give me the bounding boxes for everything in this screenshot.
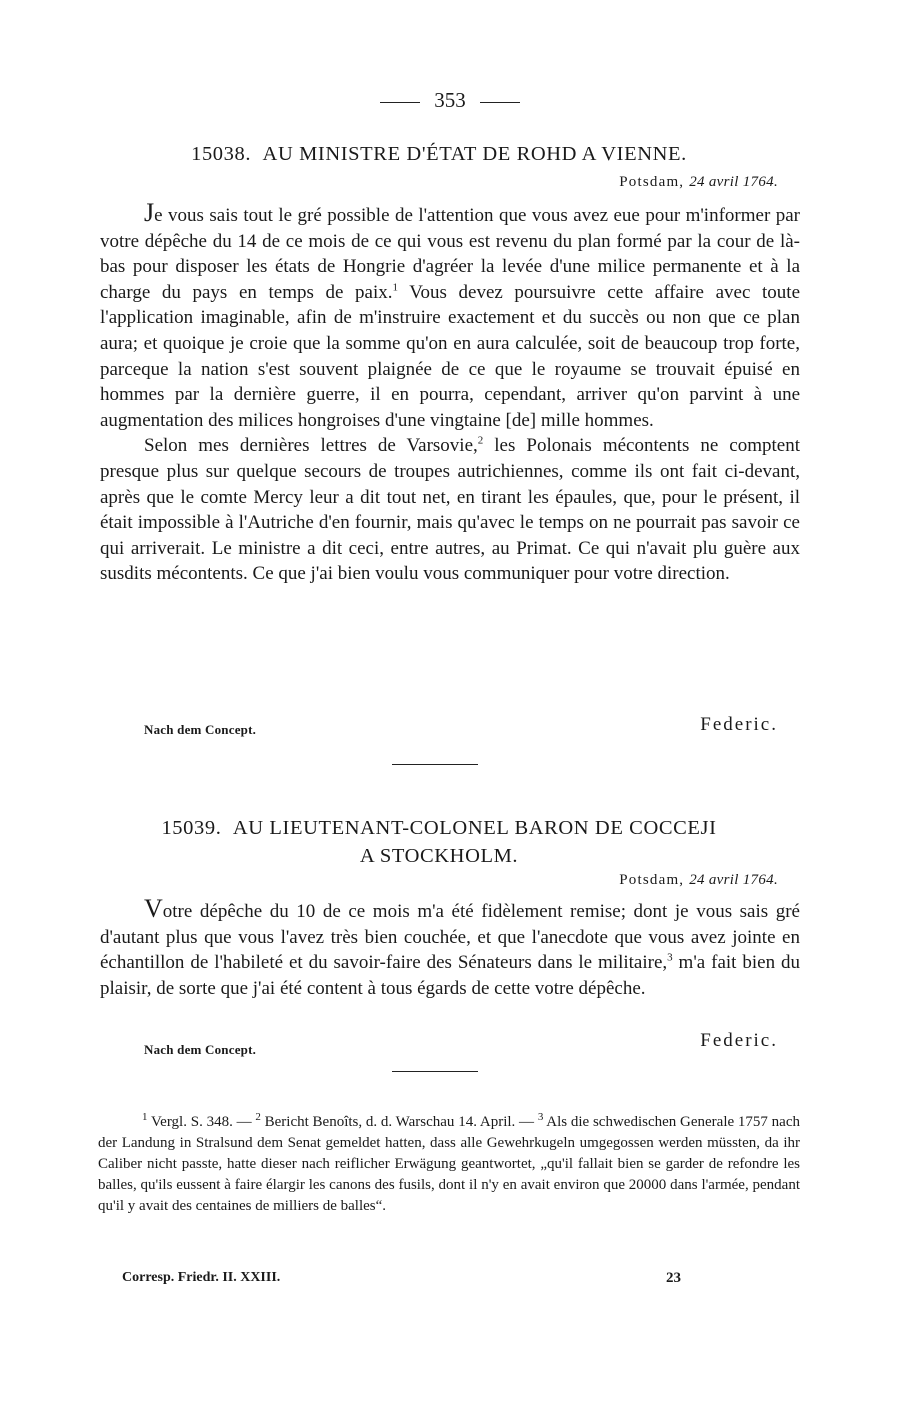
paragraph-text: m'a fait bien du plaisir, de sorte que j'ai été content à tous égards de cette votre dépêche. xyxy=(100,952,800,999)
letter-number: 15039. xyxy=(161,817,222,839)
paragraph-text: Selon mes dernières lettres de Varsovie, xyxy=(144,435,478,457)
footnote-number: 3 xyxy=(537,1111,544,1123)
footnote-text xyxy=(98,1112,800,1217)
letter-15038-title xyxy=(100,140,778,168)
letter-15039-dateline xyxy=(619,872,778,889)
footnote-number: 2 xyxy=(255,1111,261,1123)
footnotes xyxy=(98,1112,800,1217)
initial-letter: J xyxy=(144,198,155,227)
letter-heading-line2: A STOCKHOLM. xyxy=(359,845,519,867)
letter-15039-title xyxy=(100,814,778,870)
source-note: Nach dem Concept. xyxy=(144,1042,257,1057)
divider xyxy=(392,1071,478,1072)
footnote-body: Bericht Benoîts, d. d. Warschau 14. April. — xyxy=(260,1114,538,1130)
footer-volume: Corresp. Friedr. II. XXIII. xyxy=(122,1270,281,1285)
header-dash-left xyxy=(380,102,420,103)
paragraph-text: e vous sais tout le gré possible de l'attention que vous avez eue pour m'informer par votre dépêche du 14 de ce mois de ce qui vous est revenu du plan formé par la cour de là-bas pour disposer les états de Hongrie d'agréer la levée d'une milice permanente et à la charge du pays en temps de paix. xyxy=(100,205,800,303)
initial-letter: V xyxy=(144,894,163,923)
header-dash-right xyxy=(480,102,520,103)
date: 24 avril 1764. xyxy=(689,872,778,888)
place: Potsdam, xyxy=(619,174,685,190)
letter-heading: AU MINISTRE D'ÉTAT DE ROHD A VIENNE. xyxy=(262,143,687,165)
paragraph xyxy=(100,433,800,587)
paragraph-text: Vous devez poursuivre cette affaire avec toute l'application imaginable, afin de m'instruire exactement et du succès ou non que ce plan aura; et quoique je croie que la somme qu'on en aura calculée, soit de beaucoup trop forte, parceque la nation s'est souvent plaignée de ce que le royaume se trouvait épuisé en hommes par la dernière guerre, il en pourra, cependant, arriver qu'on parvint à une augmentation des milices hongroises d'une vingtaine [de] mille hommes. xyxy=(100,281,800,431)
letter-heading: AU LIEUTENANT-COLONEL BARON DE COCCEJI xyxy=(232,817,717,839)
paragraph-text: les Polonais mécontents ne comptent presque plus sur quelque secours de troupes autrichiennes, comme ils ont fait ci-devant, après que le comte Mercy leur a dit tout net, en tirant les épaules, que, pour le présent, il était impossible à l'Autriche d'en fournir, mais qu'avec le temps on ne pourrait pas savoir ce qui arriverait. Le ministre a dit ceci, entre autres, au Primat. Ce qui n'avait plu guère aux susdits mécontents. Ce que j'ai bien voulu vous communiquer pour votre direction. xyxy=(100,435,800,585)
letter-15038-dateline xyxy=(619,174,778,191)
signature: Federic. xyxy=(700,714,778,735)
signature: Federic. xyxy=(700,1030,778,1051)
paragraph-text: otre dépêche du 10 de ce mois m'a été fidèlement remise; dont je vous sais gré d'autant plus que vous l'avez très bien couchée, et que l'anecdote que vous avez jointe en échantillon de l'habileté et du savoir-faire des Sénateurs dans le militaire, xyxy=(100,901,800,974)
paragraph xyxy=(100,896,800,1001)
footnote-number: 1 xyxy=(142,1111,148,1123)
date: 24 avril 1764. xyxy=(689,174,778,190)
footnote-body: Vergl. S. 348. — xyxy=(147,1114,256,1130)
letter-15039-body xyxy=(100,896,800,1001)
letter-15038-body xyxy=(100,200,800,587)
paragraph xyxy=(100,200,800,433)
footer-signature-mark: 23 xyxy=(666,1270,681,1286)
letter-number: 15038. xyxy=(191,143,252,165)
divider xyxy=(392,764,478,765)
page-header xyxy=(0,88,900,113)
page-number: 353 xyxy=(434,88,466,112)
footnote-body: Als die schwedischen Generale 1757 nach der Landung in Stralsund dem Senat gemeldet hatten, dass alle Gewehrkugeln umgegossen werden müssten, da ihr Caliber nicht passte, hatte dieser nach reiflicher Erwägung geantwortet, „qu'il fallait bien se garder de refondre les balles, qu'ils eussent à faire élargir les canons des fusils, dont il n'y en avait environ que 20000 dans l'armée, pendant qu'il y avait des centaines de milliers de balles“. xyxy=(98,1114,800,1214)
footnote-ref: 2 xyxy=(477,435,484,448)
source-note: Nach dem Concept. xyxy=(144,722,257,737)
footnote-ref: 3 xyxy=(667,951,673,964)
place: Potsdam, xyxy=(619,872,685,888)
footnote-ref: 1 xyxy=(392,281,398,294)
